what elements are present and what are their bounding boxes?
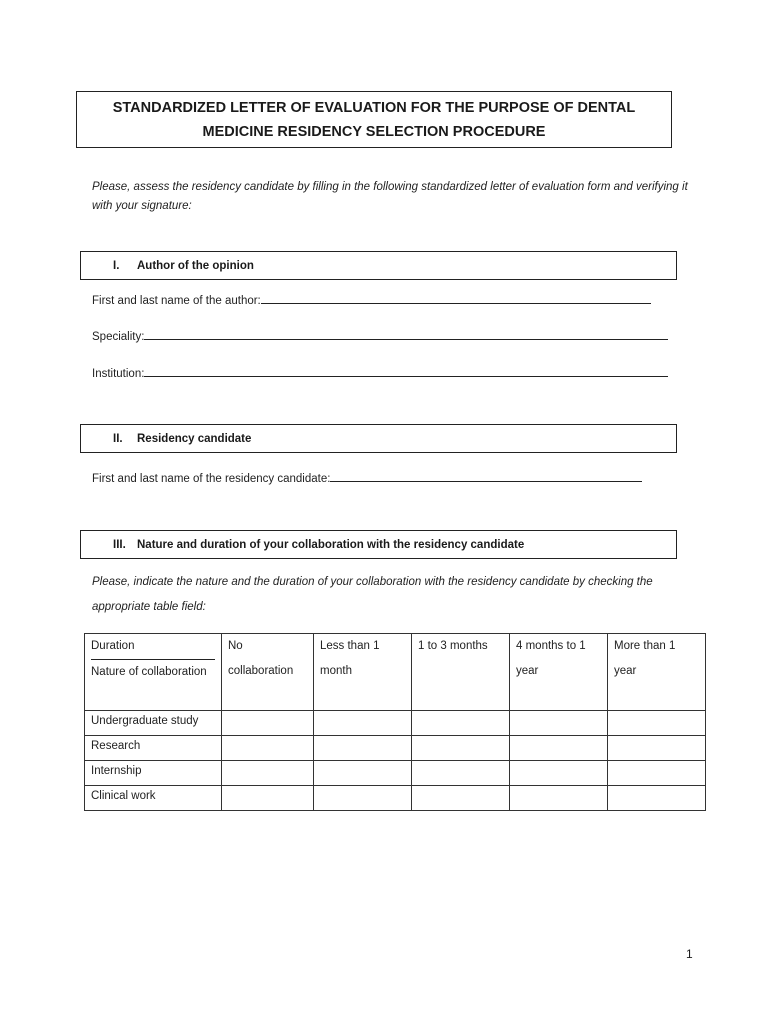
section-3-number: III. xyxy=(113,538,126,551)
title-line-2: MEDICINE RESIDENCY SELECTION PROCEDURE xyxy=(202,123,546,140)
author-name-blank[interactable] xyxy=(261,292,651,304)
checkbox-cell[interactable] xyxy=(608,761,706,786)
checkbox-cell[interactable] xyxy=(510,761,608,786)
institution-blank[interactable] xyxy=(144,365,668,377)
title-line-1: STANDARDIZED LETTER OF EVALUATION FOR THE PURPOSE OF DENTAL xyxy=(112,99,636,116)
row-label-internship: Internship xyxy=(85,761,222,786)
table-corner-cell xyxy=(85,634,222,711)
section-2-number: II. xyxy=(113,432,123,445)
row-label-clinical-work: Clinical work xyxy=(85,786,222,811)
table-row xyxy=(85,711,706,736)
section-3-intro: Please, indicate the nature and the duration of your collaboration with the residency candidate by checking the appropriate table field: xyxy=(92,576,653,613)
checkbox-cell[interactable] xyxy=(510,786,608,811)
checkbox-cell[interactable] xyxy=(412,711,510,736)
checkbox-cell[interactable] xyxy=(608,736,706,761)
speciality-blank[interactable] xyxy=(144,328,668,340)
checkbox-cell[interactable] xyxy=(412,736,510,761)
institution-label: Institution: xyxy=(92,368,145,380)
speciality-label: Speciality: xyxy=(92,331,145,343)
nature-label: Nature of collaboration xyxy=(91,666,207,678)
candidate-name-field[interactable] xyxy=(92,470,642,485)
intro-text: Please, assess the residency candidate by filling in the following standardized letter of evaluation form and verifying it with your signature: xyxy=(92,181,688,212)
checkbox-cell[interactable] xyxy=(510,736,608,761)
author-name-label: First and last name of the author: xyxy=(92,295,261,307)
checkbox-cell[interactable] xyxy=(608,786,706,811)
checkbox-cell[interactable] xyxy=(222,736,314,761)
institution-field[interactable] xyxy=(92,365,668,380)
checkbox-cell[interactable] xyxy=(412,786,510,811)
candidate-name-blank[interactable] xyxy=(330,470,642,482)
author-name-field[interactable] xyxy=(92,292,651,307)
checkbox-cell[interactable] xyxy=(222,761,314,786)
col-header-1-to-3-months: 1 to 3 months xyxy=(412,634,510,711)
checkbox-cell[interactable] xyxy=(314,711,412,736)
row-label-undergraduate-study: Undergraduate study xyxy=(85,711,222,736)
section-3-header xyxy=(80,530,677,559)
duration-label: Duration xyxy=(91,634,215,660)
speciality-field[interactable] xyxy=(92,328,668,343)
page-number: 1 xyxy=(686,947,693,961)
checkbox-cell[interactable] xyxy=(608,711,706,736)
checkbox-cell[interactable] xyxy=(314,736,412,761)
section-2-title: Residency candidate xyxy=(137,432,252,445)
col-header-4-months-to-1-year: 4 months to 1 year xyxy=(510,634,608,711)
section-1-header xyxy=(80,251,677,280)
col-header-no-collaboration: No collaboration xyxy=(222,634,314,711)
section-1-title: Author of the opinion xyxy=(137,259,254,272)
document-title xyxy=(76,91,672,148)
row-label-research: Research xyxy=(85,736,222,761)
checkbox-cell[interactable] xyxy=(314,761,412,786)
candidate-name-label: First and last name of the residency candidate: xyxy=(92,473,331,485)
table-row xyxy=(85,786,706,811)
table-row xyxy=(85,761,706,786)
section-1-number: I. xyxy=(113,259,120,272)
checkbox-cell[interactable] xyxy=(510,711,608,736)
checkbox-cell[interactable] xyxy=(314,786,412,811)
collaboration-table xyxy=(84,633,706,811)
section-3-title: Nature and duration of your collaboration with the residency candidate xyxy=(137,538,525,551)
col-header-less-than-1-month: Less than 1 month xyxy=(314,634,412,711)
col-header-more-than-1-year: More than 1 year xyxy=(608,634,706,711)
checkbox-cell[interactable] xyxy=(222,786,314,811)
checkbox-cell[interactable] xyxy=(412,761,510,786)
checkbox-cell[interactable] xyxy=(222,711,314,736)
table-header-row xyxy=(85,634,706,711)
table-row xyxy=(85,736,706,761)
section-2-header xyxy=(80,424,677,453)
